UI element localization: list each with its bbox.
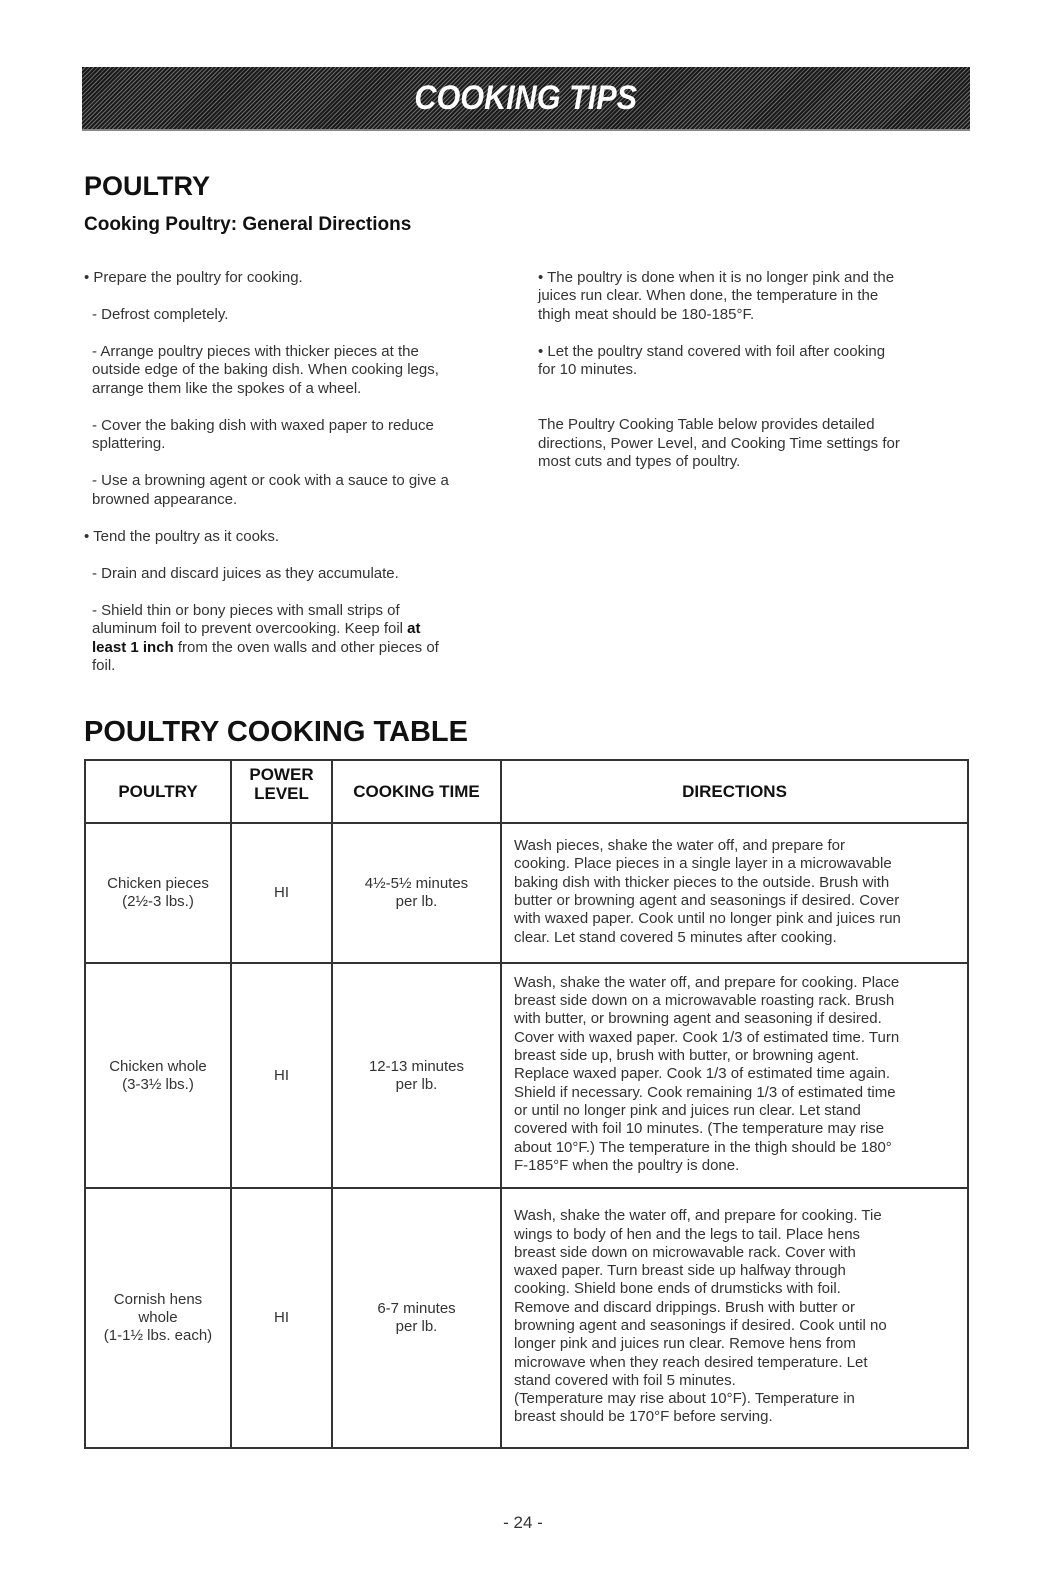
general-directions	[84, 250, 970, 694]
time-cell: 12-13 minutes per lb.	[332, 963, 501, 1188]
bullet: • Prepare the poultry for cooking.	[84, 268, 303, 286]
page-number: - 24 -	[503, 1513, 543, 1532]
general-directions-right	[538, 250, 968, 694]
text: from the oven walls and other pieces of foil.	[92, 638, 439, 674]
table-row	[85, 823, 968, 963]
table-row	[85, 1188, 968, 1448]
power-cell: HI	[231, 963, 332, 1188]
bullet: • Tend the poultry as it cooks.	[84, 527, 280, 545]
power-cell: HI	[231, 823, 332, 963]
time-cell: 4½-5½ minutes per lb.	[332, 823, 501, 963]
header-directions: DIRECTIONS	[501, 760, 968, 823]
directions-cell: Wash, shake the water off, and prepare for cooking. Tie wings to body of hen and the legs to tail. Place hens breast side down on microwavable rack. Cover with waxed paper. Turn breast side up halfway through cooking. Shield bone ends of drumsticks with foil. Remove and discard drippings. Brush with butter or browning agent and seasonings if desired. Cook until no longer pink and juices run clear. Remove hens from microwave when they reach desired temperature. Let stand covered with foil 5 minutes. (Temperature may rise about 10°F). Temperature in breast should be 170°F before serving.	[501, 1188, 968, 1448]
header-cooking-time: COOKING TIME	[332, 760, 501, 823]
bullet: • The poultry is done when it is no longer pink and the juices run clear. When done, the temperature in the thigh meat should be 180-185°F.	[538, 268, 895, 323]
banner-title: COOKING TIPS	[414, 78, 638, 117]
paragraph: The Poultry Cooking Table below provides detailed directions, Power Level, and Cooking Time settings for most cuts and types of poultry.	[538, 416, 900, 470]
sub-item: - Use a browning agent or cook with a sauce to give a browned appearance.	[92, 472, 449, 508]
table-title: POULTRY COOKING TABLE	[84, 716, 468, 748]
directions-cell: Wash pieces, shake the water off, and prepare for cooking. Place pieces in a single layer in a microwavable baking dish with thicker pieces to the outside. Brush with butter or browning agent and seasonings if desired. Cover with waxed paper. Cook until no longer pink and juices run clear. Let stand covered 5 minutes after cooking.	[501, 823, 968, 963]
general-directions-left	[84, 250, 524, 694]
sub-item: - Defrost completely.	[92, 305, 229, 323]
poultry-cell: Chicken whole (3-3½ lbs.)	[85, 963, 231, 1188]
sub-item: - Cover the baking dish with waxed paper to reduce splattering.	[92, 416, 434, 452]
sub-item: - Drain and discard juices as they accumulate.	[92, 564, 399, 582]
subsection-title: Cooking Poultry: General Directions	[84, 214, 412, 235]
section-title: POULTRY	[84, 171, 210, 201]
poultry-cooking-table	[84, 759, 969, 1449]
time-cell: 6-7 minutes per lb.	[332, 1188, 501, 1448]
cooking-tips-banner	[82, 67, 970, 131]
header-power-level: POWER LEVEL	[231, 760, 332, 823]
table-row	[85, 963, 968, 1188]
poultry-cell: Cornish hens whole (1-1½ lbs. each)	[85, 1188, 231, 1448]
text: - Shield thin or bony pieces with small strips of aluminum foil to prevent overcooking. Keep foil	[92, 601, 404, 637]
bullet: • Let the poultry stand covered with foil after cooking for 10 minutes.	[538, 342, 886, 378]
poultry-cell: Chicken pieces (2½-3 lbs.)	[85, 823, 231, 963]
header-poultry: POULTRY	[85, 760, 231, 823]
sub-item	[84, 602, 524, 676]
sub-item: - Arrange poultry pieces with thicker pieces at the outside edge of the baking dish. When cooking legs, arrange them like the spokes of a wheel.	[92, 342, 439, 397]
directions-cell: Wash, shake the water off, and prepare for cooking. Place breast side down on a microwavable roasting rack. Brush with butter, or browning agent and seasoning if desired. Cover with waxed paper. Cook 1/3 of estimated time. Turn breast side up, brush with butter, or browning agent. Replace waxed paper. Cook 1/3 of estimated time again. Shield if necessary. Cook remaining 1/3 of estimated time or until no longer pink and juices run clear. Let stand covered with foil 10 minutes. (The temperature may rise about 10°F.) The temperature in the thigh should be 180° F-185°F when the poultry is done.	[501, 963, 968, 1188]
power-cell: HI	[231, 1188, 332, 1448]
table-header-row	[85, 760, 968, 823]
bold-text: at least 1 inch	[92, 620, 421, 656]
